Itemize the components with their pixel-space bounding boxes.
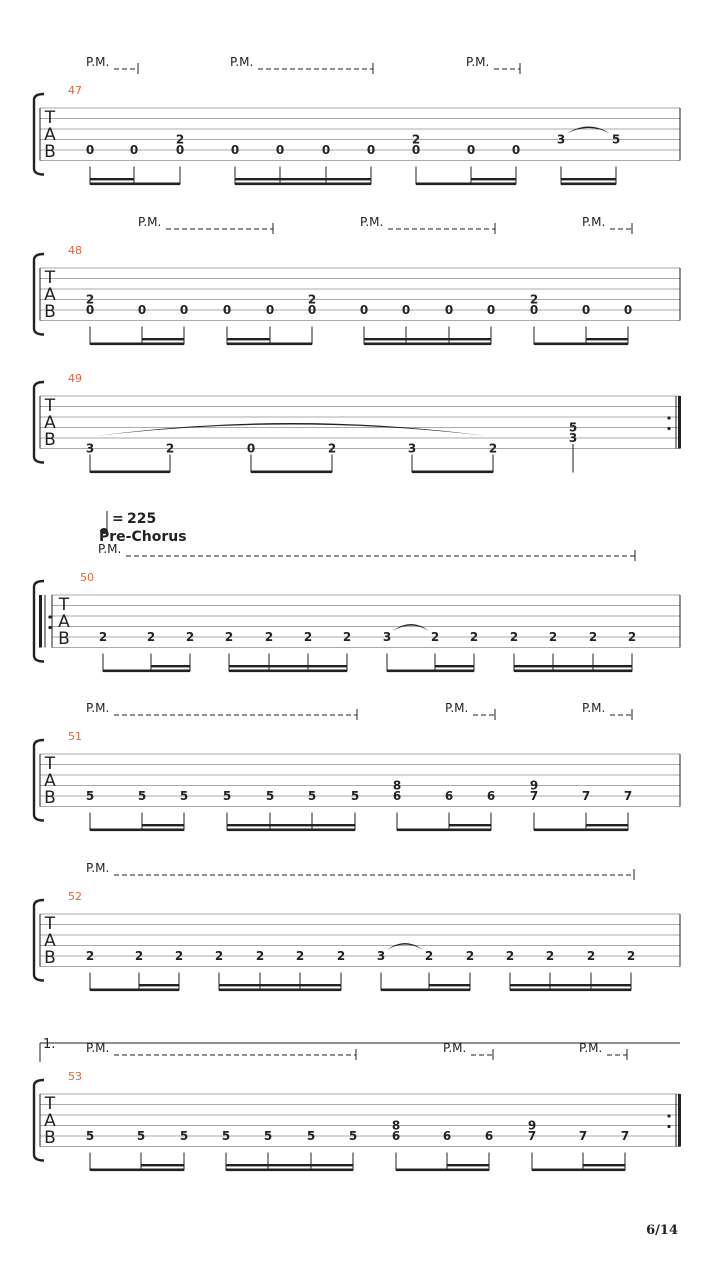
fret-number: 0 (265, 303, 275, 317)
measure-number: 48 (68, 244, 82, 257)
fret-number: 0 (129, 143, 139, 157)
beam (219, 989, 341, 992)
beam-secondary (364, 338, 491, 340)
fret-number: 7 (578, 1129, 588, 1143)
fret-number: 2 (469, 630, 479, 644)
fret-number: 0 (401, 303, 411, 317)
fret-number: 2 (505, 949, 515, 963)
fret-number: 2 (627, 630, 637, 644)
palm-mute-label: P.M. (86, 55, 110, 69)
fret-number: 5 (348, 1129, 358, 1143)
fret-number: 5 (306, 1129, 316, 1143)
palm-mute-label: P.M. (443, 1041, 467, 1055)
fret-number: 2 (295, 949, 305, 963)
fret-number: 0 (511, 143, 521, 157)
palm-mute-label: P.M. (579, 1041, 603, 1055)
system-bracket (34, 900, 44, 981)
measure-number: 53 (68, 1070, 82, 1083)
fret-number: 5 (568, 420, 578, 435)
fret-number: 0 (85, 143, 95, 157)
beam-secondary (151, 665, 190, 667)
fret-number: 5 (221, 1129, 231, 1143)
palm-mute-label: P.M. (86, 861, 110, 875)
fret-number: 9 (529, 778, 539, 793)
tempo-value: 225 (127, 511, 157, 527)
tab-clef-letter: T (44, 754, 56, 774)
fret-number: 2 (336, 949, 346, 963)
fret-number: 2 (224, 630, 234, 644)
fret-number: 0 (222, 303, 232, 317)
beam (90, 343, 184, 346)
tab-clef-letter: T (44, 914, 56, 934)
beam-secondary (429, 984, 470, 986)
beam-secondary (141, 1164, 184, 1166)
fret-number: 2 (586, 949, 596, 963)
fret-number: 2 (588, 630, 598, 644)
fret-number: 2 (488, 441, 498, 456)
tab-clef-letter: T (44, 108, 56, 128)
fret-number: 0 (529, 303, 539, 317)
section-label: Pre-Chorus (99, 529, 187, 545)
beam-secondary (561, 178, 616, 180)
beam (90, 1169, 184, 1172)
tab-clef-letter: B (58, 629, 70, 649)
fret-number: 5 (137, 789, 147, 803)
fret-number: 0 (581, 303, 591, 317)
fret-number: 2 (424, 949, 434, 963)
beam-secondary (447, 1164, 489, 1166)
fret-number: 2 (214, 949, 224, 963)
fret-number: 2 (548, 630, 558, 644)
system-bracket (34, 254, 44, 335)
beam-secondary (142, 338, 184, 340)
fret-number: 9 (527, 1118, 537, 1133)
beam (397, 829, 491, 832)
fret-number: 5 (85, 1129, 95, 1143)
palm-mute-label: P.M. (466, 55, 490, 69)
fret-number: 0 (366, 143, 376, 157)
system-bracket (34, 740, 44, 821)
fret-number: 6 (444, 789, 454, 803)
fret-number: 2 (303, 630, 313, 644)
fret-number: 7 (623, 789, 633, 803)
fret-number: 2 (98, 630, 108, 644)
tab-clef-letter: A (44, 1111, 56, 1131)
beam (561, 183, 616, 186)
palm-mute-label: P.M. (582, 701, 606, 715)
fret-number: 5 (179, 1129, 189, 1143)
fret-number: 6 (486, 789, 496, 803)
fret-number: 0 (246, 441, 256, 456)
system-bracket (34, 1080, 44, 1161)
palm-mute-label: P.M. (445, 701, 469, 715)
tab-clef-letter: A (44, 413, 56, 433)
fret-number: 3 (85, 441, 95, 456)
beam-secondary (583, 1164, 625, 1166)
tab-clef-letter: B (44, 302, 56, 322)
tab-clef-letter: B (44, 142, 56, 162)
tie (393, 624, 429, 631)
beam-secondary (586, 338, 628, 340)
fret-number: 0 (466, 143, 476, 157)
beam-secondary (435, 665, 474, 667)
fret-number: 2 (327, 441, 337, 456)
beam (227, 343, 312, 346)
fret-number: 5 (265, 789, 275, 803)
palm-mute-label: P.M. (86, 1041, 110, 1055)
beam (90, 183, 180, 186)
repeat-thick-line (678, 396, 681, 449)
fret-number: 2 (175, 132, 185, 147)
repeat-dot (667, 416, 670, 419)
beam-secondary (586, 824, 628, 826)
fret-number: 2 (85, 949, 95, 963)
fret-number: 2 (465, 949, 475, 963)
fret-number: 3 (407, 441, 417, 456)
fret-number: 2 (174, 949, 184, 963)
beam (226, 1169, 353, 1172)
fret-number: 8 (391, 1118, 401, 1133)
fret-number: 0 (85, 303, 95, 317)
fret-number: 8 (392, 778, 402, 793)
measure-number: 51 (68, 730, 82, 743)
fret-number: 0 (444, 303, 454, 317)
page-number: 6/14 (646, 1223, 678, 1238)
palm-mute-label: P.M. (360, 215, 384, 229)
beam (534, 343, 628, 346)
fret-number: 5 (307, 789, 317, 803)
tab-clef-letter: A (44, 285, 56, 305)
fret-number: 5 (179, 789, 189, 803)
fret-number: 3 (382, 630, 392, 644)
fret-number: 5 (136, 1129, 146, 1143)
fret-number: 5 (85, 789, 95, 803)
beam (387, 670, 474, 673)
fret-number: 2 (411, 132, 421, 147)
fret-number: 0 (275, 143, 285, 157)
fret-number: 0 (321, 143, 331, 157)
beam (103, 670, 190, 673)
tie (567, 127, 610, 134)
tab-clef-letter: A (44, 931, 56, 951)
repeat-dot (667, 1125, 670, 1128)
fret-number: 0 (179, 303, 189, 317)
fret-number: 6 (484, 1129, 494, 1143)
beam-secondary (235, 178, 371, 180)
fret-number: 7 (527, 1129, 537, 1143)
beam (514, 670, 632, 673)
beam (412, 471, 493, 474)
repeat-dot (48, 615, 51, 618)
slur (96, 423, 487, 436)
fret-number: 6 (391, 1129, 401, 1143)
tab-clef-letter: T (44, 396, 56, 416)
fret-number: 3 (376, 949, 386, 963)
palm-mute-label: P.M. (138, 215, 162, 229)
tie (387, 943, 423, 950)
measure-number: 49 (68, 372, 82, 385)
fret-number: 7 (529, 789, 539, 803)
fret-number: 5 (611, 132, 621, 147)
fret-number: 2 (342, 630, 352, 644)
fret-number: 5 (222, 789, 232, 803)
tempo-equals: = (112, 511, 124, 527)
beam (381, 989, 470, 992)
fret-number: 3 (568, 431, 578, 445)
beam (534, 829, 628, 832)
fret-number: 7 (581, 789, 591, 803)
beam-secondary (449, 824, 491, 826)
tab-clef-letter: T (58, 595, 70, 615)
beam-secondary (471, 178, 516, 180)
repeat-dot (48, 626, 51, 629)
tab-clef-letter: B (44, 948, 56, 968)
fret-number: 2 (509, 630, 519, 644)
fret-number: 2 (134, 949, 144, 963)
tab-clef-letter: T (44, 268, 56, 288)
palm-mute-label: P.M. (86, 701, 110, 715)
beam (227, 829, 355, 832)
fret-number: 5 (263, 1129, 273, 1143)
beam (510, 989, 631, 992)
fret-number: 2 (146, 630, 156, 644)
beam-secondary (139, 984, 179, 986)
fret-number: 2 (85, 292, 95, 307)
fret-number: 7 (620, 1129, 630, 1143)
tab-clef-letter: A (44, 125, 56, 145)
beam-secondary (90, 178, 134, 180)
measure-number: 47 (68, 84, 82, 97)
measure-number: 50 (80, 571, 94, 584)
tab-clef-letter: T (44, 1094, 56, 1114)
fret-number: 0 (411, 143, 421, 157)
fret-number: 2 (264, 630, 274, 644)
beam (532, 1169, 625, 1172)
repeat-dot (667, 427, 670, 430)
beam-secondary (229, 665, 347, 667)
fret-number: 6 (442, 1129, 452, 1143)
repeat-dot (667, 1114, 670, 1117)
beam-secondary (514, 665, 632, 667)
beam (90, 829, 184, 832)
beam-secondary (142, 824, 184, 826)
fret-number: 2 (529, 292, 539, 307)
beam (90, 989, 179, 992)
system-bracket (34, 382, 44, 463)
fret-number: 2 (430, 630, 440, 644)
palm-mute-label: P.M. (230, 55, 254, 69)
tab-clef-letter: B (44, 1128, 56, 1148)
beam (229, 670, 347, 673)
beam (90, 471, 170, 474)
measure-number: 52 (68, 890, 82, 903)
volta-label: 1. (43, 1037, 56, 1052)
beam-secondary (227, 338, 270, 340)
tab-clef-letter: A (58, 612, 70, 632)
fret-number: 2 (626, 949, 636, 963)
repeat-thick-line (678, 1094, 681, 1147)
fret-number: 2 (165, 441, 175, 456)
fret-number: 5 (350, 789, 360, 803)
repeat-start-thick-line (39, 595, 42, 648)
tab-clef-letter: B (44, 788, 56, 808)
beam (416, 183, 516, 186)
beam (396, 1169, 489, 1172)
beam (235, 183, 371, 186)
tab-clef-letter: B (44, 430, 56, 450)
fret-number: 0 (175, 143, 185, 157)
fret-number: 6 (392, 789, 402, 803)
beam-secondary (226, 1164, 353, 1166)
beam-secondary (510, 984, 631, 986)
fret-number: 3 (556, 132, 566, 147)
fret-number: 2 (185, 630, 195, 644)
system-bracket (34, 94, 44, 175)
fret-number: 0 (137, 303, 147, 317)
beam-secondary (219, 984, 341, 986)
beam-secondary (227, 824, 355, 826)
palm-mute-label: P.M. (582, 215, 606, 229)
fret-number: 0 (623, 303, 633, 317)
fret-number: 2 (255, 949, 265, 963)
tab-clef-letter: A (44, 771, 56, 791)
beam (251, 471, 332, 474)
palm-mute-label: P.M. (98, 542, 122, 556)
fret-number: 0 (486, 303, 496, 317)
fret-number: 2 (307, 292, 317, 307)
fret-number: 2 (545, 949, 555, 963)
beam (364, 343, 491, 346)
fret-number: 0 (230, 143, 240, 157)
fret-number: 0 (359, 303, 369, 317)
fret-number: 0 (307, 303, 317, 317)
